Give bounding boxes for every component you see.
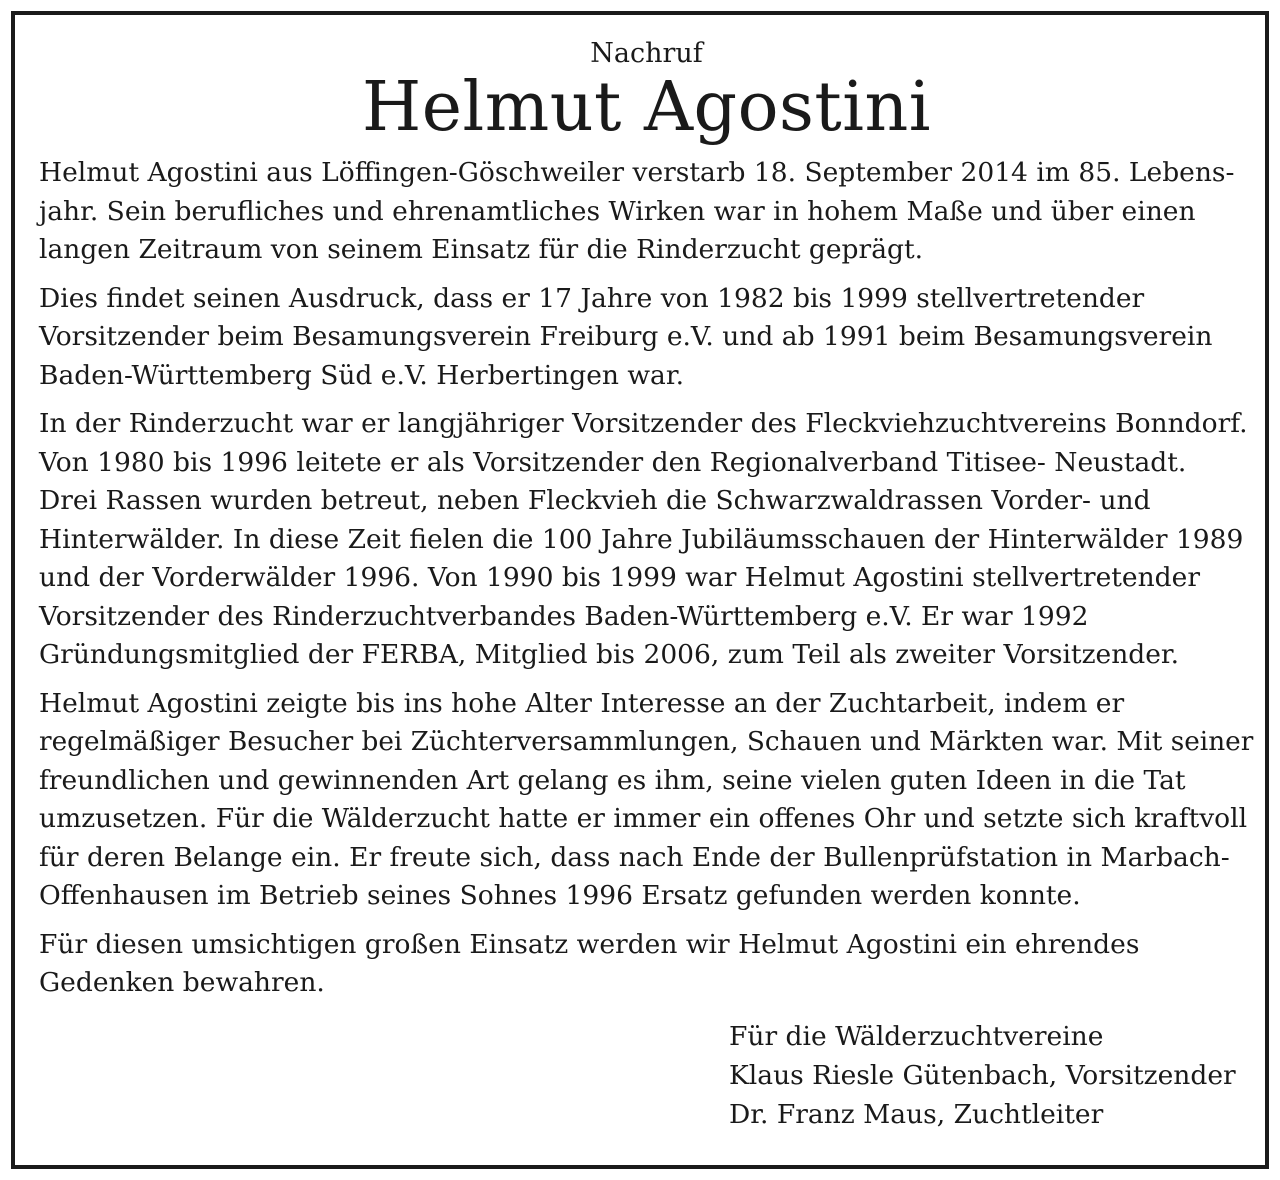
paragraph-5 <box>39 926 1254 1003</box>
text-line: Dies findet seinen Ausdruck, dass er 17 Jahre von 1982 bis 1999 stellvertretender <box>39 282 1145 314</box>
text-line: Vorsitzender beim Besamungsverein Freiburg e.V. und ab 1991 beim Besamungsverein <box>39 321 1213 352</box>
text-line: Helmut Agostini aus Löffingen-Göschweiler verstarb 18. September 2014 im 85. Lebens- <box>39 157 1235 188</box>
text-line: langen Zeitraum von seinem Einsatz für die Rinderzucht geprägt. <box>39 234 924 265</box>
text-line: Von 1980 bis 1996 leitete er als Vorsitzender den Regionalverband Titisee- Neustadt. <box>39 446 1187 478</box>
text-line: Helmut Agostini zeigte bis ins hohe Alter Interesse an der Zuchtarbeit, indem er <box>39 687 1125 719</box>
text-line: Baden-Württemberg Süd e.V. Herbertingen war. <box>39 359 685 391</box>
text-line: umzusetzen. Für die Wälderzucht hatte er immer ein offenes Ohr und setzte sich kraftvoll <box>39 803 1248 834</box>
text-line: und der Vorderwälder 1996. Von 1990 bis 1999 war Helmut Agostini stellvertretender <box>39 562 1200 593</box>
text-line: Für diesen umsichtigen großen Einsatz werden wir Helmut Agostini ein ehrendes <box>39 928 1140 960</box>
signature-breeding-director: Dr. Franz Maus, Zuchtleiter <box>729 1098 1104 1130</box>
text-line: Hinterwälder. In diese Zeit fielen die 100 Jahre Jubiläumsschauen der Hinterwälder 1989 <box>39 523 1244 555</box>
text-line: Offenhausen im Betrieb seines Sohnes 1996 Ersatz gefunden werden konnte. <box>39 880 1081 911</box>
text-line: Drei Rassen wurden betreut, neben Fleckvieh die Schwarzwaldrassen Vorder- und <box>39 485 1151 516</box>
signature-block <box>729 1017 1254 1134</box>
deceased-name: Helmut Agostini <box>361 68 932 147</box>
obituary-frame <box>11 11 1269 1169</box>
text-line: regelmäßiger Besucher bei Züchterversammlungen, Schauen und Märkten war. Mit seiner <box>39 727 1254 757</box>
text-line: für deren Belange ein. Er freute sich, dass nach Ende der Bullenprüfstation in Marbach- <box>39 841 1230 873</box>
obituary-content <box>39 39 1254 1134</box>
obituary-kicker: Nachruf <box>590 38 703 69</box>
paragraph-3 <box>39 405 1254 675</box>
text-line: Gründungsmitglied der FERBA, Mitglied bis 2006, zum Teil als zweiter Vorsitzender. <box>39 639 1180 670</box>
signature-organization: Für die Wälderzuchtvereine <box>729 1020 1104 1052</box>
text-line: Vorsitzender des Rinderzuchtverbandes Baden-Württemberg e.V. Er war 1992 <box>39 600 1089 632</box>
text-line: jahr. Sein berufliches und ehrenamtliches Wirken war in hohem Maße und über einen <box>39 195 1196 227</box>
signature-chairman: Klaus Riesle Gütenbach, Vorsitzender <box>729 1059 1236 1091</box>
text-line: In der Rinderzucht war er langjähriger Vorsitzender des Fleckviehzuchtvereins Bonndorf. <box>39 408 1248 439</box>
paragraph-2 <box>39 280 1254 396</box>
text-line: freundlichen und gewinnenden Art gelang es ihm, seine vielen guten Ideen in die Tat <box>39 764 1186 796</box>
paragraph-4 <box>39 685 1254 916</box>
text-line: Gedenken bewahren. <box>39 967 325 998</box>
paragraph-1 <box>39 154 1254 270</box>
